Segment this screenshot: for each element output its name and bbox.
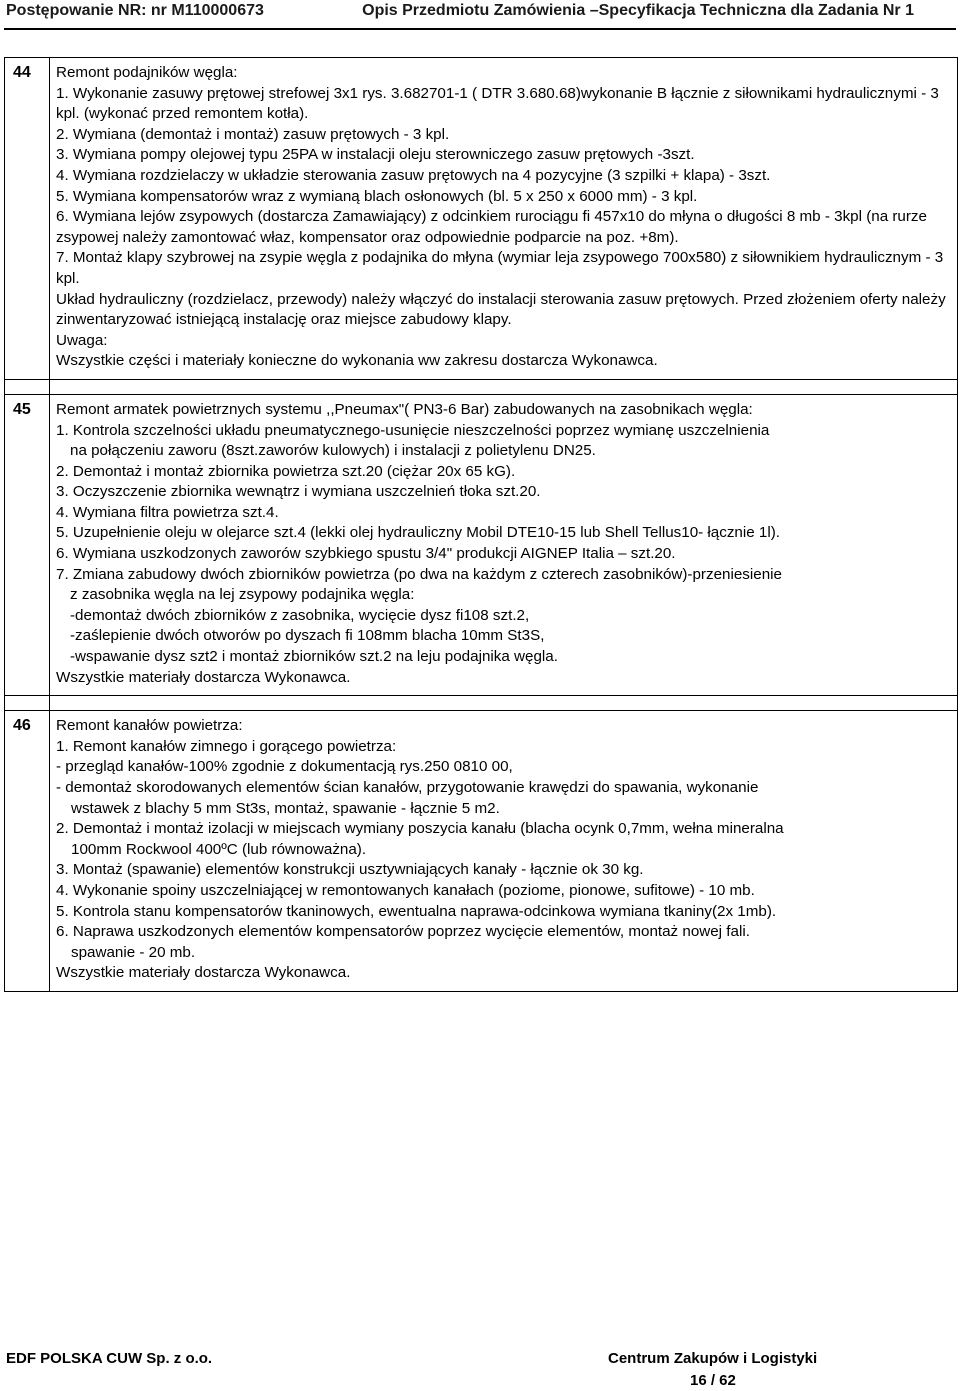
table-row — [5, 394, 958, 695]
description-line: 100mm Rockwool 400ºC (lub równoważna). — [71, 840, 367, 858]
spacer-cell — [5, 379, 50, 394]
spacer-cell — [50, 379, 958, 394]
description-line: Remont armatek powietrznych systemu ,,Pneumax"( PN3-6 Bar) zabudowanych na zasobnikach węgla: — [56, 400, 753, 418]
description-line: 2. Demontaż i montaż izolacji w miejscach wymiany poszycia kanału (blacha ocynk 0,7mm, wełna mineralna — [56, 820, 784, 838]
item-description — [50, 394, 958, 695]
item-description — [50, 58, 958, 380]
description-line: 2. Wymiana (demontaż i montaż) zasuw prętowych - 3 kpl. — [56, 125, 450, 143]
description-line: 6. Wymiana uszkodzonych zaworów szybkiego spustu 3/4" produkcji AIGNEP Italia – szt.20. — [56, 545, 676, 563]
item-description — [50, 711, 958, 992]
description-line: - przegląd kanałów-100% zgodnie z dokumentacją rys.250 0810 00, — [56, 758, 513, 776]
page-number: 16 / 62 — [690, 1372, 736, 1389]
description-line: Uwaga: — [56, 331, 108, 349]
item-number: 46 — [5, 711, 50, 992]
header-rule — [4, 28, 956, 30]
description-line: -zaślepienie dwóch otworów po dyszach fi 108mm blacha 10mm St3S, — [70, 627, 545, 645]
item-number: 45 — [5, 394, 50, 695]
table-row — [5, 711, 958, 992]
description-line: 5. Kontrola stanu kompensatorów tkaninowych, ewentualna naprawa-odcinkowa wymiana tkaniny(2x 1mb). — [56, 902, 777, 920]
description-line: 3. Montaż (spawanie) elementów konstrukcji usztywniających kanały - łącznie ok 30 kg. — [56, 861, 644, 879]
description-line: Remont podajników węgla: — [56, 64, 238, 81]
description-line: z zasobnika węgla na lej zsypowy podajnika węgla: — [70, 586, 415, 604]
description-line: 5. Wymiana kompensatorów wraz z wymianą blach osłonowych (bl. 5 x 250 x 6000 mm) - 3 kpl. — [56, 187, 698, 205]
description-line: Wszystkie materiały dostarcza Wykonawca. — [56, 964, 351, 982]
description-line: -demontaż dwóch zbiorników z zasobnika, wycięcie dysz fi108 szt.2, — [70, 606, 530, 624]
description-line: 4. Wymiana filtra powietrza szt.4. — [56, 503, 279, 521]
description-line: 2. Demontaż i montaż zbiornika powietrza szt.20 (ciężar 20x 65 kG). — [56, 462, 516, 480]
description-line: Wszystkie części i materiały konieczne do wykonania ww zakresu dostarcza Wykonawca. — [56, 352, 658, 370]
description-line: 4. Wykonanie spoiny uszczelniającej w remontowanych kanałach (poziome, pionowe, sufitowe) - 10 mb. — [56, 881, 755, 899]
page-header — [0, 0, 960, 34]
description-line: 1. Wykonanie zasuwy prętowej strefowej 3x1 rys. 3.682701-1 ( DTR 3.680.68)wykonanie B łącznie z siłownikami hydraulicznymi - 3 kpl. (wykonać przed remontem kotła). — [56, 84, 939, 123]
row-spacer — [5, 379, 958, 394]
company-name: EDF POLSKA CUW Sp. z o.o. — [6, 1350, 213, 1367]
specification-table — [4, 57, 958, 992]
description-line: spawanie - 20 mb. — [71, 943, 196, 961]
department-name: Centrum Zakupów i Logistyki — [608, 1350, 818, 1367]
table-row — [5, 58, 958, 380]
description-line: 1. Kontrola szczelności układu pneumatycznego-usunięcie nieszczelności poprzez wymianę uszczelnienia — [56, 421, 770, 439]
description-line: 7. Zmiana zabudowy dwóch zbiorników powietrza (po dwa na każdym z czterech zasobników)-przeniesienie — [56, 565, 782, 583]
description-line: -wspawanie dysz szt2 i montaż zbiorników szt.2 na leju podajnika węgla. — [70, 648, 558, 666]
description-line: - demontaż skorodowanych elementów ścian kanałów, przygotowanie krawędzi do spawania, wykonanie — [56, 779, 759, 796]
description-line: 5. Uzupełnienie oleju w olejarce szt.4 (lekki olej hydrauliczny Mobil DTE10-15 lub Shell Tellus10- łącznie 1l). — [56, 524, 781, 542]
description-line: 7. Montaż klapy szybrowej na zsypie węgla z podajnika do młyna (wymiar leja zsypowego 700x580) z siłownikiem hydraulicznym - 3 kpl. — [56, 249, 944, 287]
row-spacer — [5, 696, 958, 711]
proceeding-number: Postępowanie NR: nr M110000673 — [6, 2, 264, 19]
description-line: na połączeniu zaworu (8szt.zaworów kulowych) i instalacji z polietylenu DN25. — [70, 442, 596, 460]
description-line: 3. Wymiana pompy olejowej typu 25PA w instalacji oleju sterowniczego zasuw prętowych -3szt. — [56, 146, 695, 164]
description-line: 3. Oczyszczenie zbiornika wewnątrz i wymiana uszczelnień tłoka szt.20. — [56, 483, 541, 501]
description-line: 6. Wymiana lejów zsypowych (dostarcza Zamawiający) z odcinkiem rurociągu fi 457x10 do młyna o długości 8 mb - 3kpl (na rurze zsypowej należy zamontować właz, kompensator oraz odpowiednie podparcie na poz. +8m). — [56, 208, 927, 246]
spacer-cell — [5, 696, 50, 711]
description-line: 6. Naprawa uszkodzonych elementów kompensatorów poprzez wycięcie elementów, montaż nowej fali. — [56, 923, 750, 941]
document-title: Opis Przedmiotu Zamówienia –Specyfikacja Techniczna dla Zadania Nr 1 — [362, 2, 914, 19]
description-line: Remont kanałów powietrza: — [56, 717, 243, 735]
description-line: 4. Wymiana rozdzielaczy w układzie sterowania zasuw prętowych na 4 pozycyjne (3 szpilki + klapa) - 3szt. — [56, 166, 771, 184]
description-line: 1. Remont kanałów zimnego i gorącego powietrza: — [56, 737, 397, 755]
description-line: Wszystkie materiały dostarcza Wykonawca. — [56, 668, 351, 686]
description-line: Układ hydrauliczny (rozdzielacz, przewody) należy włączyć do instalacji sterowania zasuw prętowych. Przed złożeniem oferty należy zinwentaryzować istniejącą instalację oraz miejsce zabudowy klapy. — [56, 290, 946, 329]
item-number: 44 — [5, 58, 50, 380]
description-line: wstawek z blachy 5 mm St3s, montaż, spawanie - łącznie 5 m2. — [71, 799, 500, 817]
spacer-cell — [50, 696, 958, 711]
